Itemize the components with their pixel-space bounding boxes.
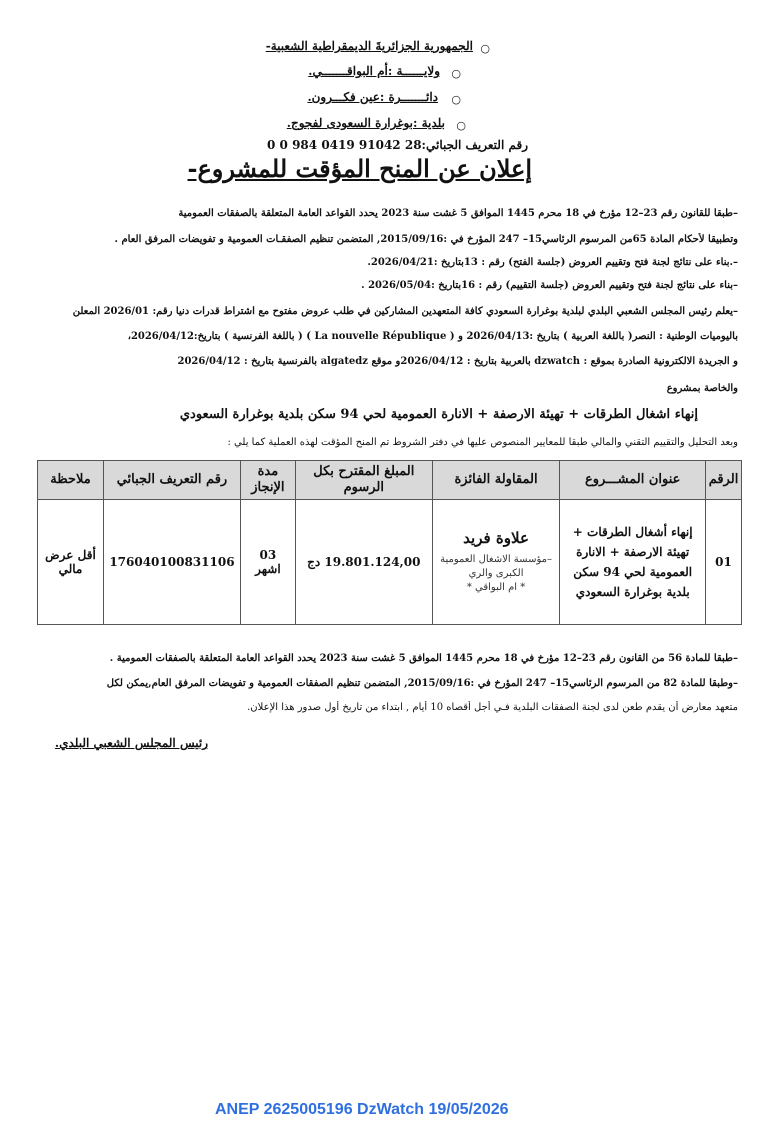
tax-id-line: رقم التعريف الجبائي:28 91042 0419 984 0 0 bbox=[266, 138, 528, 152]
table-header-row bbox=[38, 461, 742, 500]
bullet-icon: ○ bbox=[456, 119, 466, 132]
commune-name: بلدية :بوغرارة السعودى لفجوج. bbox=[286, 116, 445, 130]
closing-line-3: متعهد معارض أن يقدم طعن لدى لجنة الصفقات البلدية فـي أجل أقصاه 10 أيام , ابتداء من تاريخ أول صدور هذا الإعلان. bbox=[247, 702, 738, 713]
cell-duration: 03 اشهر bbox=[240, 500, 295, 625]
project-line: إنهاء اشغال الطرقات + تهيئة الارصفة + الانارة العمومية لحي 94 سكن بلدية بوغرارة السعودي bbox=[179, 408, 698, 422]
intro-line-8: والخاصة بمشروع bbox=[666, 383, 738, 394]
header-tax-id: رقم التعريف الجبائي bbox=[103, 461, 240, 500]
intro-line-6: باليوميات الوطنية : النصر( باللغة العربية ) بتاريخ :2026/04/13 و ( La nouvelle République ) ( باللغة الفرنسية ) بتاريخ:2026/04/12، bbox=[127, 331, 738, 342]
winner-company: –مؤسسة الاشغال العمومية bbox=[440, 554, 552, 565]
intro-line-2: وتطبيقا لأحكام المادة 65من المرسوم الرئاسي15– 247 المؤرخ في :2015/09/16, المتضمن تنظيم الصفقـات العمومية و تفويضات المرفق العام . bbox=[114, 234, 738, 245]
intro-line-1: –طبقا للقانون رقم 23–12 مؤرخ في 18 محرم 1445 الموافق 5 غشت سنة 2023 يحدد القواعد العامة المتعلقة بالصفقات العمومية bbox=[178, 208, 738, 219]
bullet-icon: ○ bbox=[451, 67, 461, 80]
header-winner: المقاولة الفائزة bbox=[432, 461, 560, 500]
cell-winner bbox=[432, 500, 560, 625]
signature-line: رئيس المجلس الشعبي البلدي. bbox=[54, 736, 208, 750]
closing-line-2: –وطبقا للمادة 82 من المرسوم الرئاسي15– 247 المؤرخ في :2015/09/16, المتضمن تنظيم الصفقات العمومية و تفويضات المرفق العام,يمكن لكل bbox=[106, 678, 738, 689]
intro-line-3: –.بناء على نتائج لجنة فتح وتقييم العروض (جلسة الفتح) رقم : 13بتاريخ :2026/04/21. bbox=[367, 257, 738, 268]
header-project: عنوان المشـــروع bbox=[560, 461, 706, 500]
closing-line-1: –طبقا للمادة 56 من القانون رقم 23–12 مؤرخ في 18 محرم 1445 الموافق 5 غشت سنة 2023 يحدد القواعد العامة المتعلقة بالصفقات العمومية . bbox=[109, 653, 738, 664]
header-note: ملاحظة bbox=[38, 461, 104, 500]
cell-note: أقل عرض مالي bbox=[38, 500, 104, 625]
bullet-icon: ○ bbox=[480, 42, 490, 55]
republic-name: الجمهورية الجزائريةَ الديمقراطية الشعبية- bbox=[265, 39, 473, 53]
header-number: الرقم bbox=[706, 461, 742, 500]
table-row bbox=[38, 500, 742, 625]
cell-number: 01 bbox=[706, 500, 742, 625]
winner-company-type: الكبرى والري bbox=[468, 568, 524, 579]
wilaya-name: ولايــــــة :أم البواقـــــــي. bbox=[308, 64, 440, 78]
header-amount: المبلغ المقترح بكل الرسوم bbox=[295, 461, 432, 500]
cell-tax-id: 176040100831106 bbox=[103, 500, 240, 625]
cell-project: إنهاء أشغال الطرقات + تهيئة الارصفة + الانارة العمومية لحي 94 سكن بلدية بوغرارة السعودي bbox=[560, 500, 706, 625]
daira-name: دائـــــــرة :عين فكـــرون. bbox=[307, 90, 438, 104]
page-title: إعلان عن المنح المؤقت للمشروع- bbox=[187, 154, 532, 183]
cell-amount: 19.801.124,00 دج bbox=[295, 500, 432, 625]
winner-location: * ام البواقي * bbox=[466, 582, 526, 593]
intro-line-4: –بناء على نتائج لجنة فتح وتقييم العروض (جلسة التقييم) رقم : 16بتاريخ :2026/05/04 . bbox=[361, 280, 738, 291]
intro-line-5: –يعلم رئيس المجلس الشعبي البلدي لبلدية بوغرارة السعودي كافة المتعهدين المشاركين في طلب عروض مفتوح مع اشتراط قدرات دنيا رقم: 2026/01 المعلن bbox=[72, 306, 738, 317]
intro-line-9: وبعد التحليل والتقييم التقني والمالي طبقا للمعايير المنصوص عليها في دفتر الشروط تم المنح المؤقت لهذه العملية كما يلي : bbox=[227, 437, 738, 448]
bullet-icon: ○ bbox=[451, 93, 461, 106]
winner-name: علاوة فريد bbox=[463, 529, 529, 547]
award-table bbox=[37, 460, 742, 625]
anep-reference: ANEP 2625005196 DzWatch 19/05/2026 bbox=[215, 1101, 509, 1118]
intro-line-7: و الجريدة الالكترونية الصادرة بموقع : dzwatch بالعربية بتاريخ : 2026/04/12و موقع algatedz بالفرنسية بتاريخ : 2026/04/12 bbox=[177, 356, 738, 367]
header-duration: مدة الإنجاز bbox=[240, 461, 295, 500]
